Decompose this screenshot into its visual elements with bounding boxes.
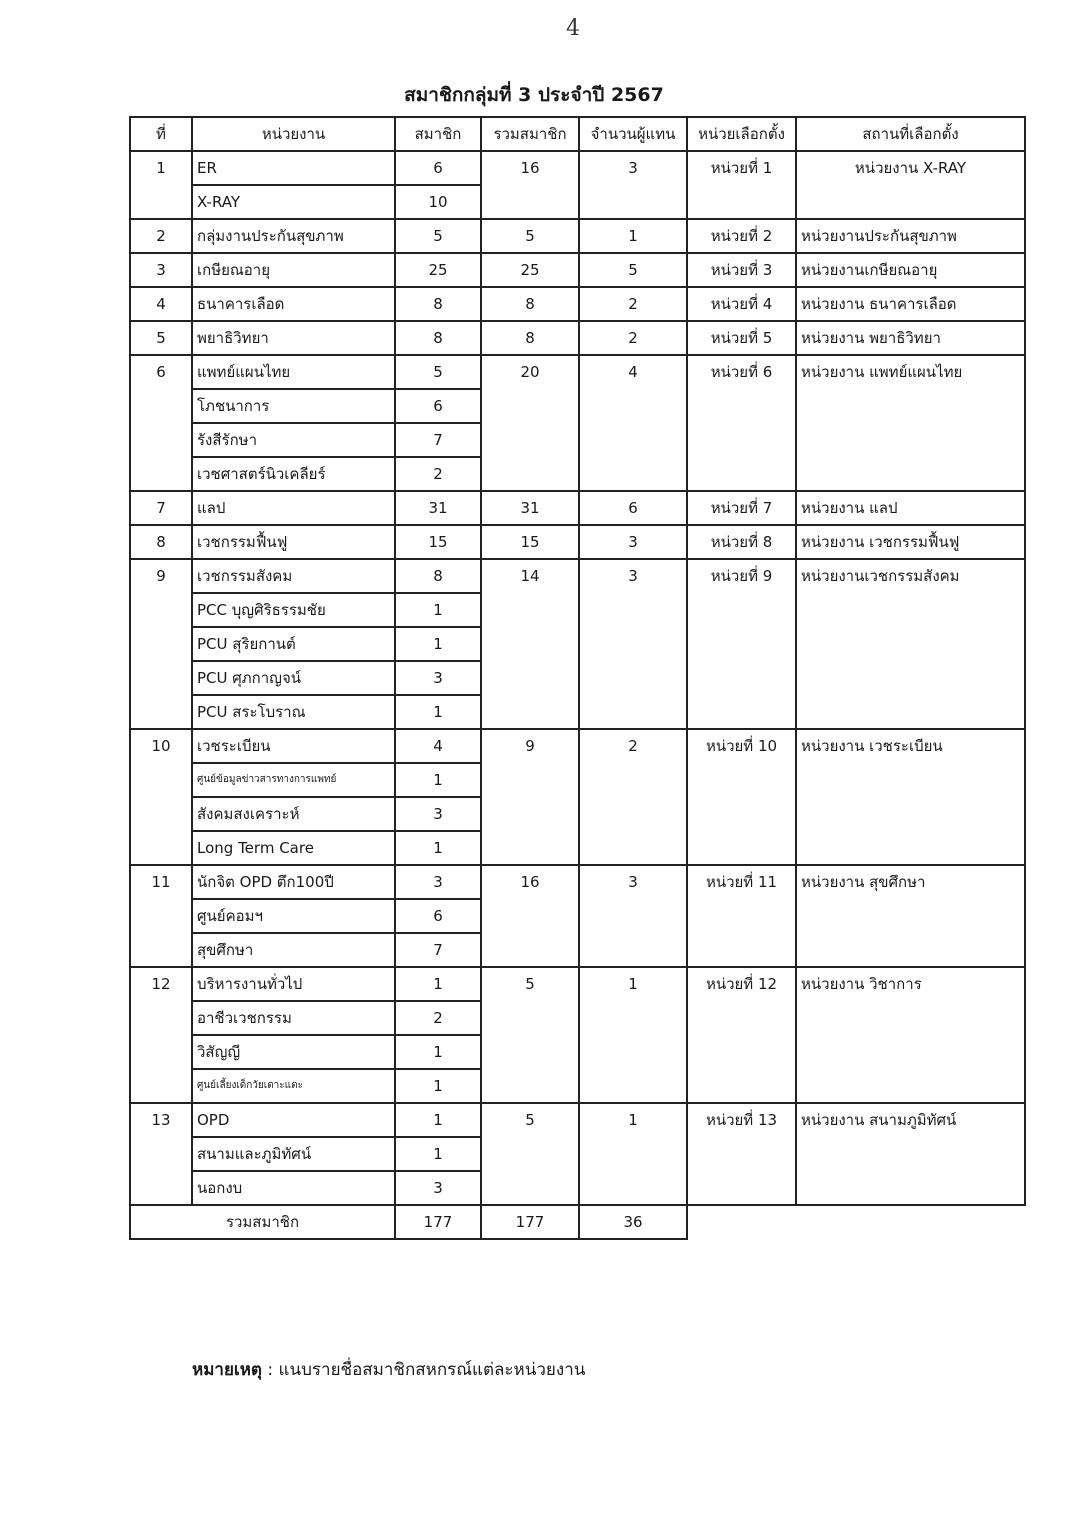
group-representatives: 3: [579, 559, 687, 729]
unit-members: 10: [395, 185, 481, 219]
group-total-members: 8: [481, 287, 579, 321]
unit-name: OPD: [192, 1103, 395, 1137]
group-number: 13: [130, 1103, 192, 1205]
group-place: หน่วยงาน แลป: [796, 491, 1025, 525]
unit-name: เกษียณอายุ: [192, 253, 395, 287]
unit-name: ศูนย์ข้อมูลข่าวสารทางการแพทย์: [192, 763, 395, 797]
group-place: หน่วยงาน แพทย์แผนไทย: [796, 355, 1025, 491]
group-total-members: 8: [481, 321, 579, 355]
table-row: [130, 287, 1025, 321]
group-representatives: 4: [579, 355, 687, 491]
unit-members: 1: [395, 1103, 481, 1137]
table-row: [130, 865, 1025, 899]
unit-members: 3: [395, 661, 481, 695]
unit-members: 1: [395, 831, 481, 865]
unit-name: สุขศึกษา: [192, 933, 395, 967]
group-representatives: 2: [579, 729, 687, 865]
group-number: 11: [130, 865, 192, 967]
group-booth: หน่วยที่ 2: [687, 219, 796, 253]
unit-name: PCU สระโบราณ: [192, 695, 395, 729]
group-booth: หน่วยที่ 10: [687, 729, 796, 865]
unit-name: ER: [192, 151, 395, 185]
unit-members: 1: [395, 593, 481, 627]
table-row: [130, 219, 1025, 253]
group-total-members: 5: [481, 1103, 579, 1205]
unit-name: รังสีรักษา: [192, 423, 395, 457]
group-place: หน่วยงาน เวชระเบียน: [796, 729, 1025, 865]
unit-name: สังคมสงเคราะห์: [192, 797, 395, 831]
group-number: 12: [130, 967, 192, 1103]
group-number: 3: [130, 253, 192, 287]
header-place: สถานที่เลือกตั้ง: [796, 117, 1025, 151]
group-number: 10: [130, 729, 192, 865]
unit-name: อาชีวเวชกรรม: [192, 1001, 395, 1035]
unit-name: นักจิต OPD ตึก100ปี: [192, 865, 395, 899]
unit-name: พยาธิวิทยา: [192, 321, 395, 355]
group-place: หน่วยงาน เวชกรรมฟื้นฟู: [796, 525, 1025, 559]
members-table: [129, 116, 1026, 1240]
group-number: 9: [130, 559, 192, 729]
unit-name: PCU สุริยกานต์: [192, 627, 395, 661]
group-representatives: 1: [579, 219, 687, 253]
group-representatives: 3: [579, 525, 687, 559]
group-booth: หน่วยที่ 5: [687, 321, 796, 355]
unit-members: 4: [395, 729, 481, 763]
unit-members: 5: [395, 355, 481, 389]
table-row: [130, 967, 1025, 1001]
unit-name: วิสัญญี: [192, 1035, 395, 1069]
unit-name: Long Term Care: [192, 831, 395, 865]
unit-members: 7: [395, 933, 481, 967]
table-row: [130, 321, 1025, 355]
unit-name: โภชนาการ: [192, 389, 395, 423]
unit-members: 3: [395, 865, 481, 899]
table-row: [130, 1103, 1025, 1137]
unit-name: X-RAY: [192, 185, 395, 219]
group-booth: หน่วยที่ 11: [687, 865, 796, 967]
header-representatives: จำนวนผู้แทน: [579, 117, 687, 151]
unit-members: 1: [395, 695, 481, 729]
unit-name: กลุ่มงานประกันสุขภาพ: [192, 219, 395, 253]
group-representatives: 1: [579, 967, 687, 1103]
group-booth: หน่วยที่ 6: [687, 355, 796, 491]
group-total-members: 16: [481, 151, 579, 219]
unit-name: เวชระเบียน: [192, 729, 395, 763]
group-number: 5: [130, 321, 192, 355]
group-representatives: 5: [579, 253, 687, 287]
group-place: หน่วยงาน วิชาการ: [796, 967, 1025, 1103]
group-booth: หน่วยที่ 4: [687, 287, 796, 321]
unit-members: 31: [395, 491, 481, 525]
table-row: [130, 355, 1025, 389]
group-booth: หน่วยที่ 3: [687, 253, 796, 287]
unit-members: 7: [395, 423, 481, 457]
unit-members: 6: [395, 151, 481, 185]
totals-label: รวมสมาชิก: [130, 1205, 395, 1239]
group-total-members: 25: [481, 253, 579, 287]
header-unit: หน่วยงาน: [192, 117, 395, 151]
group-representatives: 1: [579, 1103, 687, 1205]
unit-name: แลป: [192, 491, 395, 525]
group-number: 2: [130, 219, 192, 253]
totals-members: 177: [395, 1205, 481, 1239]
unit-name: ศูนย์เลี้ยงเด็กวัยเตาะแตะ: [192, 1069, 395, 1103]
table-body: [130, 151, 1025, 1205]
totals-representatives: 36: [579, 1205, 687, 1239]
unit-members: 8: [395, 559, 481, 593]
totals-row: [130, 1205, 1025, 1239]
table-row: [130, 253, 1025, 287]
group-place: หน่วยงาน ธนาคารเลือด: [796, 287, 1025, 321]
header-row: [130, 117, 1025, 151]
totals-blank: [687, 1205, 796, 1239]
footnote-label: หมายเหตุ: [192, 1360, 262, 1380]
group-representatives: 3: [579, 865, 687, 967]
group-booth: หน่วยที่ 7: [687, 491, 796, 525]
group-total-members: 16: [481, 865, 579, 967]
group-total-members: 14: [481, 559, 579, 729]
unit-name: ศูนย์คอมฯ: [192, 899, 395, 933]
unit-members: 15: [395, 525, 481, 559]
unit-members: 3: [395, 797, 481, 831]
header-members: สมาชิก: [395, 117, 481, 151]
group-total-members: 5: [481, 967, 579, 1103]
unit-name: นอกงบ: [192, 1171, 395, 1205]
header-no: ที่: [130, 117, 192, 151]
group-booth: หน่วยที่ 8: [687, 525, 796, 559]
table-row: [130, 559, 1025, 593]
group-number: 6: [130, 355, 192, 491]
unit-name: บริหารงานทั่วไป: [192, 967, 395, 1001]
unit-members: 1: [395, 967, 481, 1001]
footnote: [192, 1356, 585, 1383]
table-row: [130, 729, 1025, 763]
group-number: 8: [130, 525, 192, 559]
group-number: 4: [130, 287, 192, 321]
table-row: [130, 151, 1025, 185]
group-place: หน่วยงาน พยาธิวิทยา: [796, 321, 1025, 355]
unit-members: 1: [395, 627, 481, 661]
group-number: 7: [130, 491, 192, 525]
unit-members: 1: [395, 1137, 481, 1171]
unit-members: 2: [395, 1001, 481, 1035]
group-booth: หน่วยที่ 9: [687, 559, 796, 729]
group-place: หน่วยงานประกันสุขภาพ: [796, 219, 1025, 253]
unit-members: 25: [395, 253, 481, 287]
group-total-members: 5: [481, 219, 579, 253]
group-number: 1: [130, 151, 192, 219]
group-total-members: 15: [481, 525, 579, 559]
group-place: หน่วยงาน สุขศึกษา: [796, 865, 1025, 967]
totals-total-members: 177: [481, 1205, 579, 1239]
group-booth: หน่วยที่ 12: [687, 967, 796, 1103]
unit-members: 8: [395, 321, 481, 355]
unit-members: 6: [395, 899, 481, 933]
header-booth: หน่วยเลือกตั้ง: [687, 117, 796, 151]
group-place: หน่วยงาน X-RAY: [796, 151, 1025, 219]
unit-members: 5: [395, 219, 481, 253]
table-row: [130, 525, 1025, 559]
group-total-members: 20: [481, 355, 579, 491]
group-representatives: 2: [579, 321, 687, 355]
totals-blank: [796, 1205, 1025, 1239]
group-total-members: 31: [481, 491, 579, 525]
group-place: หน่วยงาน สนามภูมิทัศน์: [796, 1103, 1025, 1205]
unit-name: เวชกรรมฟื้นฟู: [192, 525, 395, 559]
group-representatives: 2: [579, 287, 687, 321]
group-place: หน่วยงานเกษียณอายุ: [796, 253, 1025, 287]
group-total-members: 9: [481, 729, 579, 865]
group-booth: หน่วยที่ 13: [687, 1103, 796, 1205]
unit-members: 2: [395, 457, 481, 491]
unit-name: ธนาคารเลือด: [192, 287, 395, 321]
unit-name: แพทย์แผนไทย: [192, 355, 395, 389]
group-place: หน่วยงานเวชกรรมสังคม: [796, 559, 1025, 729]
unit-members: 1: [395, 1069, 481, 1103]
unit-name: สนามและภูมิทัศน์: [192, 1137, 395, 1171]
unit-members: 1: [395, 763, 481, 797]
unit-members: 8: [395, 287, 481, 321]
group-booth: หน่วยที่ 1: [687, 151, 796, 219]
header-total-members: รวมสมาชิก: [481, 117, 579, 151]
unit-name: เวชกรรมสังคม: [192, 559, 395, 593]
footnote-text: : แนบรายชื่อสมาชิกสหกรณ์แต่ละหน่วยงาน: [261, 1360, 586, 1380]
page-number: 4: [566, 16, 580, 41]
unit-members: 1: [395, 1035, 481, 1069]
unit-members: 3: [395, 1171, 481, 1205]
unit-name: PCC บุญศิริธรรมชัย: [192, 593, 395, 627]
group-representatives: 6: [579, 491, 687, 525]
unit-name: เวชศาสตร์นิวเคลียร์: [192, 457, 395, 491]
unit-name: PCU ศุภกาญจน์: [192, 661, 395, 695]
group-representatives: 3: [579, 151, 687, 219]
table-row: [130, 491, 1025, 525]
unit-members: 6: [395, 389, 481, 423]
document-title: สมาชิกกลุ่มที่ 3 ประจำปี 2567: [404, 84, 664, 106]
